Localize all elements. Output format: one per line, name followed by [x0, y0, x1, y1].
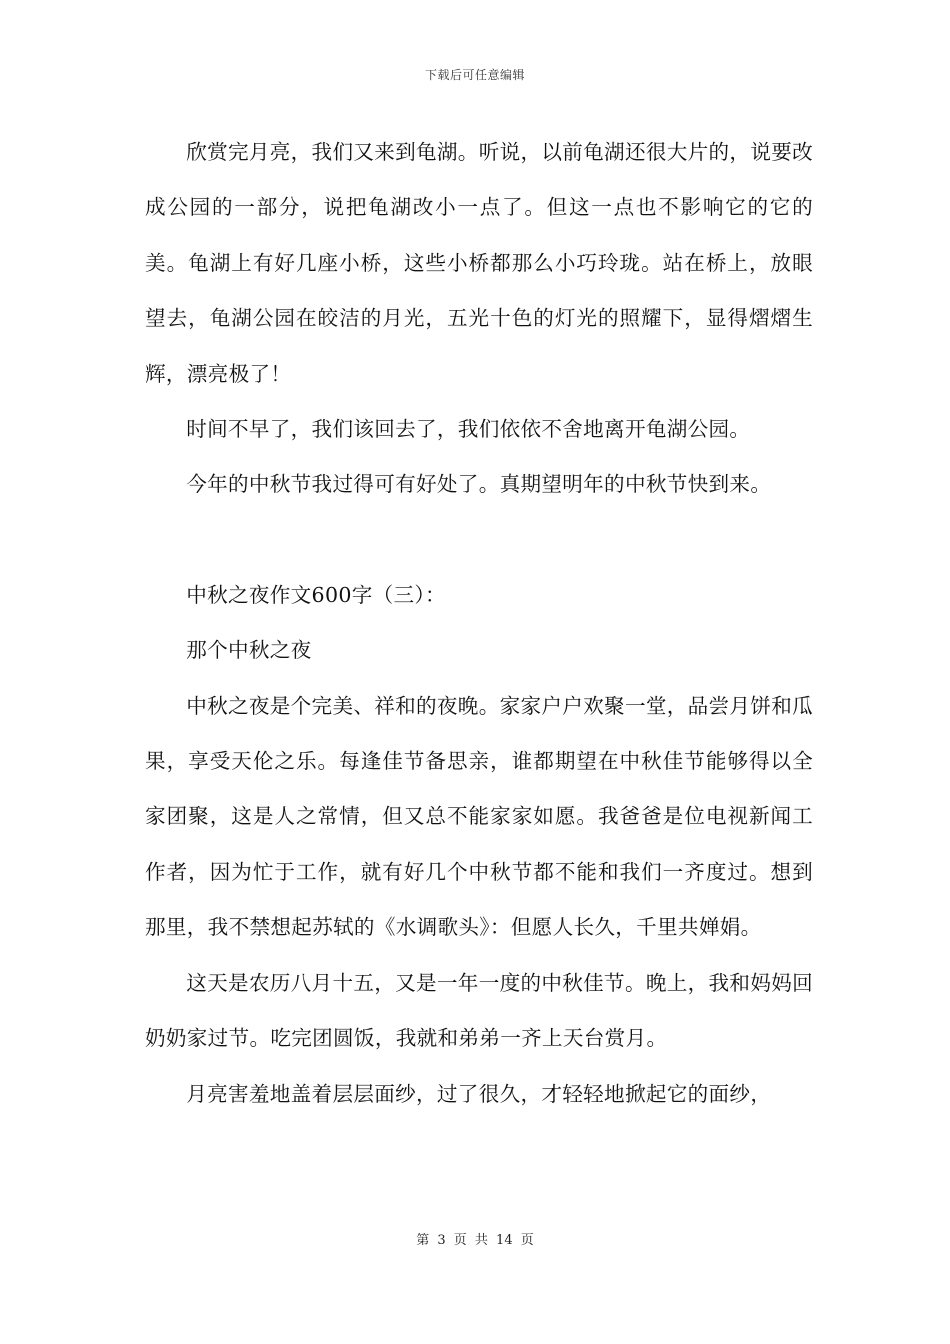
page-footer: 第 3 页 共 14 页 — [416, 1233, 534, 1248]
section-title: 中秋之夜作文600字（三）： — [186, 582, 446, 607]
paragraph: 今年的中秋节我过得可有好处了。真期望明年的中秋节快到来。 — [186, 472, 772, 497]
essay-title: 那个中秋之夜 — [186, 638, 312, 663]
document-body — [145, 125, 813, 1122]
paragraph: 这天是农历八月十五，又是一年一度的中秋佳节。晚上，我和妈妈回奶奶家过节。吃完团圆饭，我就和弟弟一齐上天台赏月。 — [145, 970, 813, 1051]
paragraph: 中秋之夜是个完美、祥和的夜晚。家家户户欢聚一堂，品尝月饼和瓜果，享受天伦之乐。每逢佳节备思亲，谁都期望在中秋佳节能够得以全家团聚，这是人之常情，但又总不能家家如愿。我爸爸是位电视新闻工作者，因为忙于工作，就有好几个中秋节都不能和我们一齐度过。想到那里，我不禁想起苏轼的《水调歌头》：但愿人长久，千里共婵娟。 — [145, 693, 813, 940]
paragraph: 欣赏完月亮，我们又来到龟湖。听说，以前龟湖还很大片的，说要改成公园的一部分，说把龟湖改小一点了。但这一点也不影响它的它的美。龟湖上有好几座小桥，这些小桥都那么小巧玲珑。站在桥上，放眼望去，龟湖公园在皎洁的月光，五光十色的灯光的照耀下，显得熠熠生辉，漂亮极了！ — [145, 140, 813, 386]
blank-line — [145, 513, 813, 568]
page-header: 下载后可任意编辑 — [424, 68, 525, 82]
paragraph: 月亮害羞地盖着层层面纱，过了很久，才轻轻地掀起它的面纱， — [186, 1081, 772, 1106]
paragraph: 时间不早了，我们该回去了，我们依依不舍地离开龟湖公园。 — [186, 417, 751, 442]
